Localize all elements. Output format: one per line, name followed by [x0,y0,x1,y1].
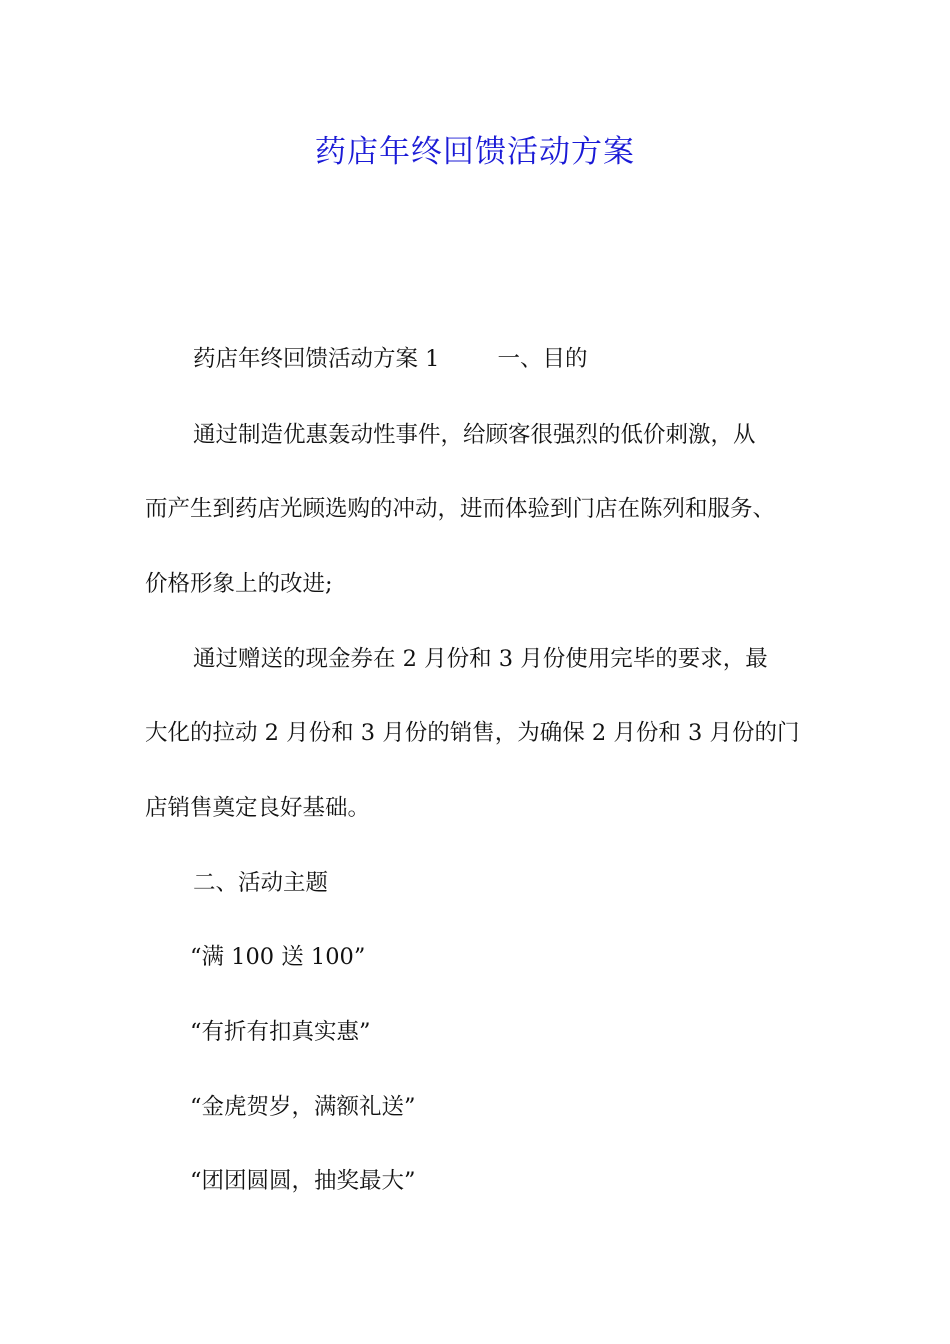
document-title: 药店年终回馈活动方案 [315,134,635,170]
paragraph-line: 店销售奠定良好基础。 [145,795,371,821]
plan-heading: 药店年终回馈活动方案 1 [193,346,440,372]
theme-item: “团团圆圆，抽奖最大” [190,1168,416,1194]
paragraph-line: 而产生到药店光顾选购的冲动，进而体验到门店在陈列和服务、 [145,496,776,522]
theme-item: “满 100 送 100” [190,944,366,970]
theme-item: “金虎贺岁，满额礼送” [190,1094,416,1120]
paragraph-line: 通过制造优惠轰动性事件，给顾客很强烈的低价刺激，从 [193,422,756,448]
section-two-heading: 二、活动主题 [193,870,329,896]
paragraph-line: 大化的拉动 2 月份和 3 月份的销售，为确保 2 月份和 3 月份的门 [145,720,800,746]
paragraph-line: 通过赠送的现金券在 2 月份和 3 月份使用完毕的要求，最 [193,646,768,672]
theme-item: “有折有扣真实惠” [190,1019,371,1045]
section-one-heading: 一、目的 [497,346,588,372]
heading-line [193,343,873,375]
paragraph-line: 价格形象上的改进; [145,571,333,597]
